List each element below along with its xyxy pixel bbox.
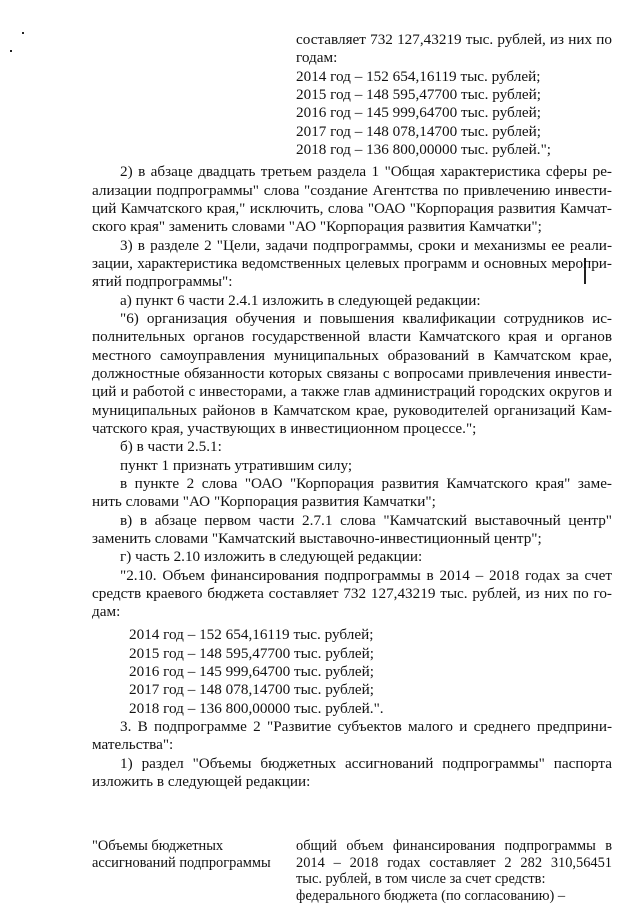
text-line: нить словами "АО "Корпорация развития Камчатки"; bbox=[92, 493, 436, 511]
text-line: ализации подпрограммы" слова "создание Агентства по привлечению инвести- bbox=[92, 181, 612, 199]
text-line: 2016 год – 145 999,64700 тыс. рублей; bbox=[296, 104, 541, 122]
text-line: ятий подпрограммы": bbox=[92, 273, 233, 291]
text-line: 2014 год – 152 654,16119 тыс. рублей; bbox=[296, 67, 541, 85]
text-line: заменить словами "Камчатский выставочно-инвестиционный центр"; bbox=[92, 529, 542, 547]
passport-right-cell-line: 2014 – 2018 годах составляет 2 282 310,56451 bbox=[296, 854, 612, 871]
text-line: в пункте 2 слова "ОАО "Корпорация развития Камчатского края" заме- bbox=[120, 474, 612, 492]
text-line: 2018 год – 136 800,00000 тыс. рублей."; bbox=[296, 141, 551, 158]
text-line: годам: bbox=[296, 49, 338, 67]
passport-left-cell-line: "Объемы бюджетных bbox=[92, 838, 224, 854]
text-line: 2015 год – 148 595,47700 тыс. рублей; bbox=[129, 644, 374, 662]
text-line: 2016 год – 145 999,64700 тыс. рублей; bbox=[129, 663, 374, 681]
text-line: а) пункт 6 части 2.4.1 изложить в следующей редакции: bbox=[120, 291, 481, 309]
text-line: 1) раздел "Объемы бюджетных ассигнований подпрограммы" паспорта bbox=[120, 754, 612, 772]
passport-right-cell-line: тыс. рублей, в том числе за счет средств: bbox=[296, 871, 546, 887]
text-line: 2018 год – 136 800,00000 тыс. рублей.". bbox=[129, 699, 384, 717]
text-line: б) в части 2.5.1: bbox=[120, 438, 222, 456]
passport-left-cell-line: ассигнований подпрограммы bbox=[92, 854, 271, 871]
scan-mark-top bbox=[22, 32, 24, 34]
text-line: г) часть 2.10 изложить в следующей редакции: bbox=[120, 548, 423, 566]
text-line: 2014 год – 152 654,16119 тыс. рублей; bbox=[129, 626, 374, 644]
passport-right-cell-line: федерального бюджета (по согласованию) – bbox=[296, 887, 566, 904]
passport-right-cell-line: общий объем финансирования подпрограммы в bbox=[296, 838, 612, 854]
text-line: ций Камчатского края," исключить, слова "ОАО "Корпорация развития Камчат- bbox=[92, 199, 612, 217]
text-line: в) в абзаце первом части 2.7.1 слова "Камчатский выставочный центр" bbox=[120, 511, 612, 529]
text-line: 3. В подпрограмме 2 "Развитие субъектов малого и среднего предприни- bbox=[120, 718, 612, 736]
text-line: "6) организация обучения и повышения квалификации сотрудников ис- bbox=[120, 309, 612, 327]
text-line: ского края" заменить словами "АО "Корпорация развития Камчатки"; bbox=[92, 218, 542, 236]
text-line: полнительных органов государственной власти Камчатского края и органов bbox=[92, 328, 612, 346]
text-line: муниципальных районов в Камчатском крае, руководителей организаций Кам- bbox=[92, 401, 612, 419]
text-line: 2017 год – 148 078,14700 тыс. рублей; bbox=[296, 122, 541, 140]
text-line: "2.10. Объем финансирования подпрограммы в 2014 – 2018 годах за счет bbox=[120, 566, 612, 584]
text-line: средств краевого бюджета составляет 732 127,43219 тыс. рублей, из них по го- bbox=[92, 584, 612, 602]
text-line: составляет 732 127,43219 тыс. рублей, из них по bbox=[296, 31, 612, 48]
text-line: 2) в абзаце двадцать третьем раздела 1 "Общая характеристика сферы ре- bbox=[120, 163, 612, 181]
text-line: 2015 год – 148 595,47700 тыс. рублей; bbox=[296, 86, 541, 103]
text-line: чатского края, участвующих в инвестиционном процессе."; bbox=[92, 419, 477, 437]
text-line: пункт 1 признать утратившим силу; bbox=[120, 456, 353, 474]
text-line: ций и работой с инвесторами, а также глав администраций городских округов и bbox=[92, 383, 612, 401]
scan-mark-left bbox=[10, 50, 12, 52]
text-line: местного самоуправления муниципальных образований в Камчатском крае, bbox=[92, 346, 612, 364]
text-line: 3) в разделе 2 "Цели, задачи подпрограммы, сроки и механизмы ее реали- bbox=[120, 236, 612, 254]
text-line: мательства": bbox=[92, 736, 174, 754]
text-line: зации, характеристика ведомственных целевых программ и основных меропри- bbox=[92, 254, 612, 272]
text-line: дам: bbox=[92, 603, 121, 621]
text-line: должностные обязанности которых связаны с вопросами привлечения инвести- bbox=[92, 364, 612, 382]
text-line: 2017 год – 148 078,14700 тыс. рублей; bbox=[129, 681, 374, 699]
text-line: изложить в следующей редакции: bbox=[92, 773, 311, 791]
